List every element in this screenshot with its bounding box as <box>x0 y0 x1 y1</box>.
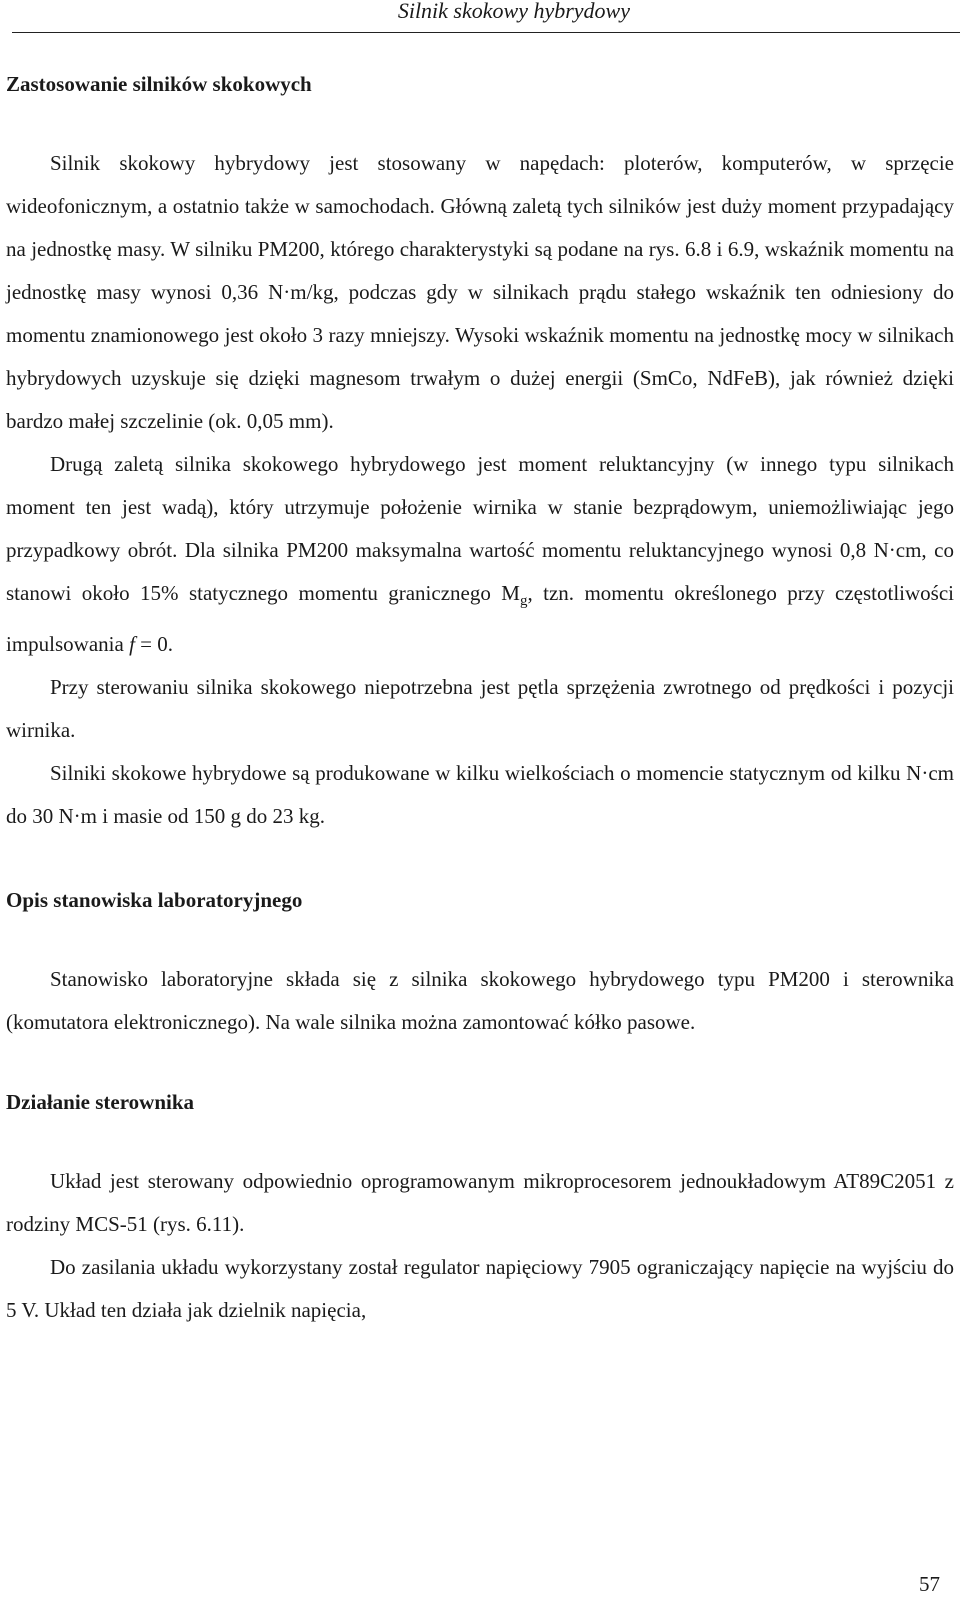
paragraph-text: Drugą zaletą silnika skokowego hybrydowego jest moment reluktancyjny (w innego typu silnikach moment ten jest wadą), który utrzymuje położenie wirnika w stanie bezprądowym, uniemożliwiając jego przypadkowy obrót. Dla silnika PM200 maksymalna wartość momentu reluktancyjnego wynosi 0,8 N·cm, co stanowi około 15% statycznego momentu granicznego M <box>6 452 954 605</box>
frequency-symbol: f <box>129 632 135 657</box>
paragraph <box>6 443 954 666</box>
page-content <box>6 64 954 1332</box>
paragraph: Układ jest sterowany odpowiednio oprogramowanym mikroprocesorem jednoukładowym AT89C2051 z rodziny MCS-51 (rys. 6.11). <box>6 1169 954 1237</box>
paragraph: Silniki skokowe hybrydowe są produkowane w kilku wielkościach o momencie statycznym od kilku N·cm do 30 N·m i masie od 150 g do 23 kg. <box>6 761 954 829</box>
paragraph-text: = 0. <box>134 632 174 657</box>
section-heading-dzialanie: Działanie sterownika <box>6 1090 195 1115</box>
section-heading-opis: Opis stanowiska laboratoryjnego <box>6 888 303 913</box>
running-header <box>12 0 960 33</box>
section-heading-zastosowanie: Zastosowanie silników skokowych <box>6 72 312 96</box>
paragraph-text: , tzn. momentu określonego przy częstotliwości impulsowania <box>6 581 954 657</box>
running-title: Silnik skokowy hybrydowy <box>397 0 630 23</box>
page-number: 57 <box>919 1572 940 1596</box>
paragraph: Przy sterowaniu silnika skokowego niepotrzebna jest pętla sprzężenia zwrotnego od prędkości i pozycji wirnika. <box>6 675 954 743</box>
paragraph: Silnik skokowy hybrydowy jest stosowany w napędach: ploterów, komputerów, w sprzęcie wideofonicznym, a ostatnio także w samochodach. Główną zaletą tych silników jest duży moment przypadający na jednostkę masy. W silniku PM200, którego charakterystyki są podane na rys. 6.8 i 6.9, wskaźnik momentu na jednostkę masy wynosi 0,36 N·m/kg, podczas gdy w silnikach prądu stałego wskaźnik ten odniesiony do momentu znamionowego jest około 3 razy mniejszy. Wysoki wskaźnik momentu na jednostkę mocy w silnikach hybrydowych uzyskuje się dzięki magnesom trwałym o dużej energii (SmCo, NdFeB), jak również dzięki bardzo małej szczelinie (ok. 0,05 mm). <box>6 151 954 433</box>
paragraph: Stanowisko laboratoryjne składa się z silnika skokowego hybrydowego typu PM200 i sterownika (komutatora elektronicznego). Na wale silnika można zamontować kółko pasowe. <box>6 967 954 1035</box>
paragraph: Do zasilania układu wykorzystany został regulator napięciowy 7905 ograniczający napięcie na wyjściu do 5 V. Układ ten działa jak dzielnik napięcia, <box>6 1255 954 1323</box>
subscript: g <box>519 593 528 610</box>
